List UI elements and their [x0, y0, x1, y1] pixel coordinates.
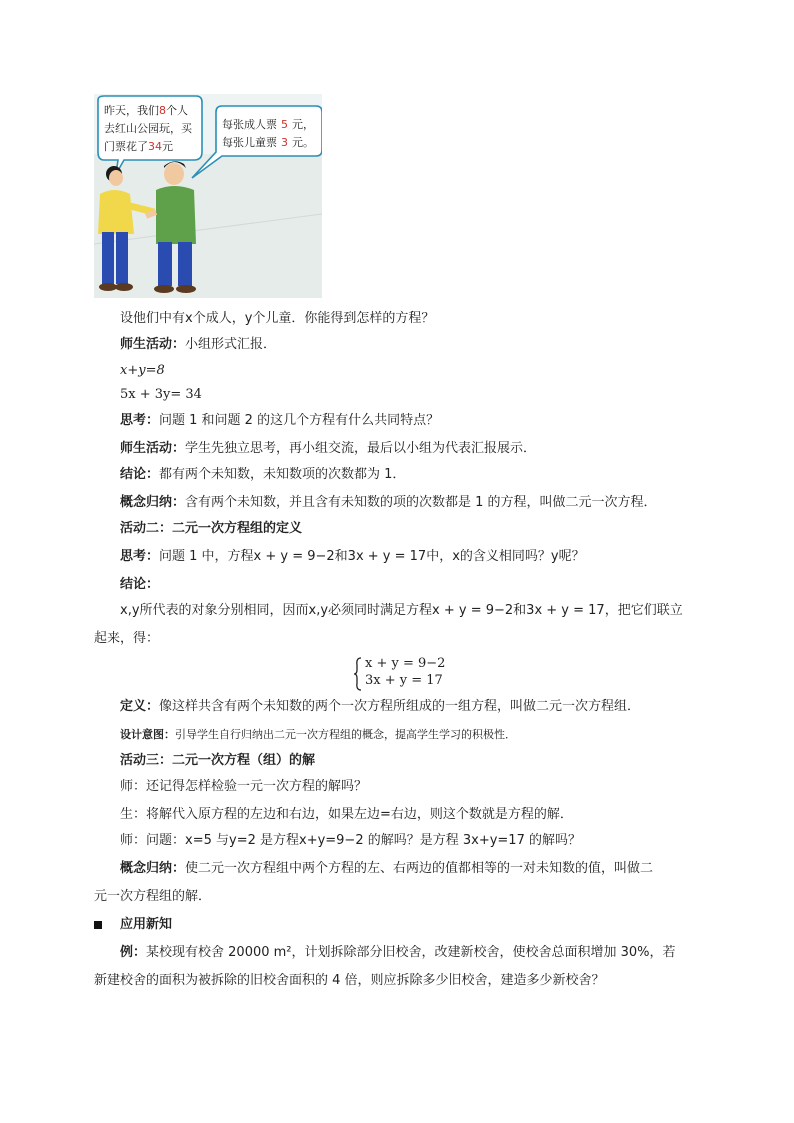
design-line: [120, 726, 516, 744]
brace-icon: [353, 657, 363, 691]
example-text-1: 某校现有校舍 20000 m²，计划拆除部分旧校舍，改建新校舍，使校舍总面积增加 30%，若: [146, 945, 676, 960]
bubble-left-line2: 去红山公园玩，买: [104, 122, 192, 135]
teacher-line: [120, 778, 367, 796]
square-bullet-icon: [94, 921, 102, 929]
bubble-right-line2a: 每张儿童票: [222, 136, 277, 149]
activity1-line: [120, 336, 276, 354]
think2-label: 思考：: [120, 549, 160, 564]
teacher-label: 师：: [120, 779, 147, 794]
svg-text:门票花了34元: 门票花了34元: [104, 140, 173, 153]
concept1-label: 概念归纳：: [120, 495, 186, 510]
activity2-label: 师生活动：: [120, 441, 186, 456]
think1-label: 思考：: [120, 413, 160, 428]
student-text: 将解代入原方程的左边和右边，如果左边=右边，则这个数就是方程的解．: [146, 807, 573, 822]
concept1-line: [120, 494, 657, 512]
teacher2-text: 问题：x=5 与y=2 是方程x+y=9−2 的解吗？是方程 3x+y=17 的解吗？: [146, 833, 581, 848]
bubble-left-line1a: 昨天，我们: [104, 104, 159, 117]
conclusion1-text: 都有两个未知数，未知数项的次数都为 1．: [159, 467, 406, 482]
equation-1: x+y=8: [120, 363, 165, 378]
svg-text:每张成人票5元，: 每张成人票 5 元，: [222, 118, 314, 131]
definition-line: [120, 698, 640, 716]
teacher2-label: 师：: [120, 833, 147, 848]
activity2-text: 学生先独立思考，再小组交流，最后以小组为代表汇报展示．: [185, 441, 537, 456]
design-label: 设计意图：: [120, 728, 175, 741]
activity1-label: 师生活动：: [120, 337, 186, 352]
example-line1: [120, 944, 676, 962]
think1-text: 问题 1 和问题 2 的这几个方程有什么共同特点？: [159, 413, 440, 428]
svg-text:每张儿童票3元。: 每张儿童票 3 元。: [222, 136, 314, 149]
definition-label: 定义：: [120, 699, 160, 714]
conclusion2-label: 结论：: [120, 577, 160, 592]
teacher2-line: [120, 832, 581, 850]
word-problem-illustration: [94, 94, 322, 298]
concept2-label: 概念归纳：: [120, 861, 186, 876]
teacher-text: 还记得怎样检验一元一次方程的解吗？: [146, 779, 368, 794]
design-text: 引导学生自行归纳出二元一次方程组的概念，提高学生学习的积极性．: [175, 728, 516, 741]
bubble-right-line1a: 每张成人票: [222, 118, 277, 131]
think2-text: 问题 1 中，方程x + y = 9−2和3x + y = 17中，x的含义相同吗？y呢？: [159, 549, 585, 564]
think1-line: [120, 412, 439, 430]
bubble-left-line3a: 门票花了: [104, 140, 148, 153]
student-line: [120, 806, 573, 824]
svg-text:昨天，我们8个人: 昨天，我们8个人: [104, 104, 188, 117]
section3-title: 活动三：二元一次方程（组）的解: [120, 753, 316, 768]
concept2-line1: [120, 860, 653, 878]
definition-text: 像这样共含有两个未知数的两个一次方程所组成的一组方程，叫做二元一次方程组．: [159, 699, 641, 714]
conclusion1-label: 结论：: [120, 467, 160, 482]
system-equation-1: x + y = 9−2: [365, 656, 446, 671]
concept1-text: 含有两个未知数，并且含有未知数的项的次数都是 1 的方程，叫做二元一次方程．: [185, 495, 657, 510]
conclusion1-line: [120, 466, 405, 484]
example-line2: 新建校舍的面积为被拆除的旧校舍面积的 4 倍，则应拆除多少旧校舍，建造多少新校舍？: [94, 973, 605, 988]
paragraph1-line1: x,y所代表的对象分别相同，因而x,y必须同时满足方程x + y = 9−2和3x + y = 17，把它们联立: [120, 603, 683, 618]
equation-2: 5x + 3y= 34: [120, 387, 202, 402]
example-label: 例：: [120, 945, 147, 960]
system-equation-2: 3x + y = 17: [365, 673, 443, 688]
activity2-line: [120, 440, 536, 458]
student-label: 生：: [120, 807, 147, 822]
apply-title: 应用新知: [120, 917, 173, 932]
think2-line: [120, 548, 585, 566]
section2-title: 活动二：二元一次方程组的定义: [120, 521, 303, 536]
concept2-line2: 元一次方程组的解．: [94, 889, 212, 904]
concept2-text-1: 使二元一次方程组中两个方程的左、右两边的值都相等的一对未知数的值，叫做二: [185, 861, 654, 876]
activity1-text: 小组形式汇报．: [185, 337, 277, 352]
question-text: 设他们中有x个成人，y个儿童．你能得到怎样的方程？: [120, 311, 435, 326]
paragraph1-line2: 起来，得：: [94, 631, 160, 646]
